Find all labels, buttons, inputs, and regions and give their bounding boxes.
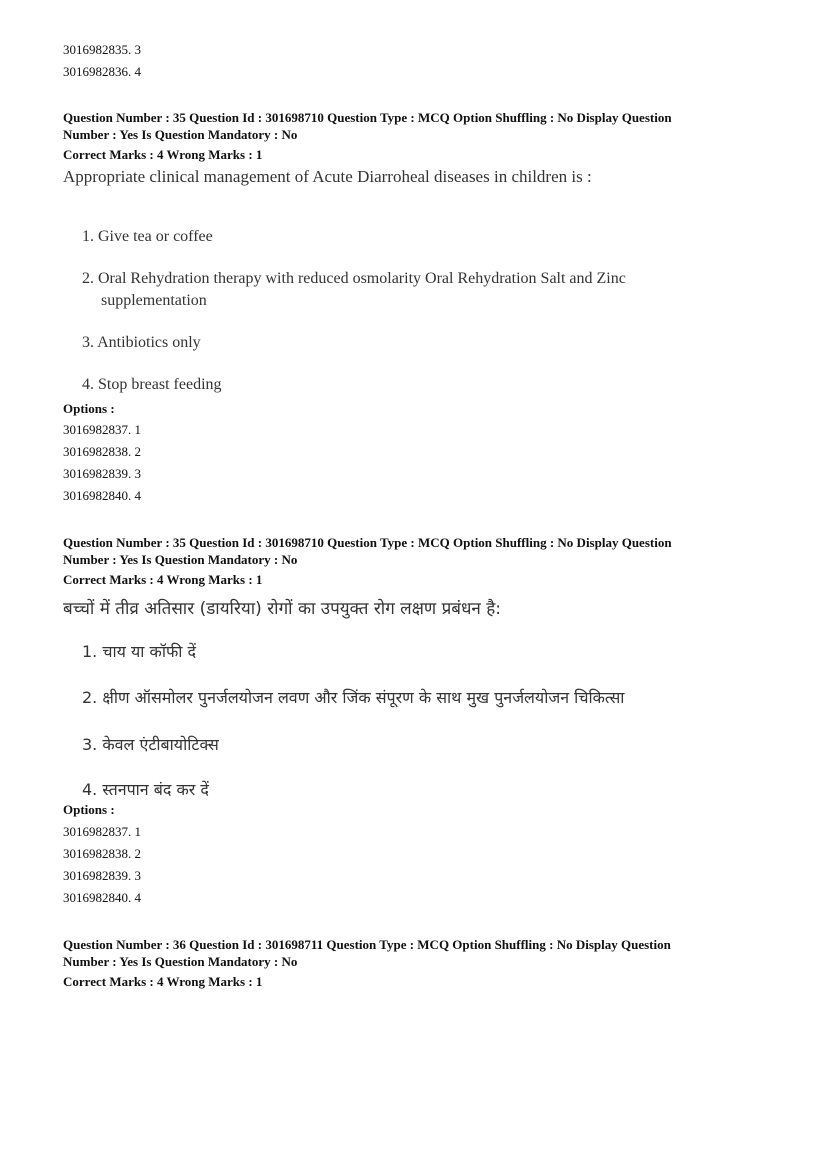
answer-choice-continuation: supplementation (101, 292, 207, 309)
question-header: Question Number : 35 Question Id : 301698710 Question Type : MCQ Option Shuffling : No Display Question (63, 535, 672, 550)
marks-line: Correct Marks : 4 Wrong Marks : 1 (63, 147, 263, 162)
question-header: Number : Yes Is Question Mandatory : No (63, 127, 298, 142)
option-id: 3016982835. 3 (63, 42, 141, 57)
answer-choice: 4. स्तनपान बंद कर दें (82, 780, 209, 799)
option-id: 3016982839. 3 (63, 466, 141, 481)
marks-line: Correct Marks : 4 Wrong Marks : 1 (63, 974, 263, 989)
answer-choice: 3. Antibiotics only (82, 334, 201, 351)
answer-choice: 3. केवल एंटीबायोटिक्स (82, 735, 219, 754)
answer-choice: 1. चाय या कॉफी दें (82, 642, 197, 661)
question-header: Question Number : 36 Question Id : 301698711 Question Type : MCQ Option Shuffling : No Display Question (63, 937, 671, 952)
marks-line: Correct Marks : 4 Wrong Marks : 1 (63, 572, 263, 587)
question-header: Number : Yes Is Question Mandatory : No (63, 552, 298, 567)
option-id: 3016982836. 4 (63, 64, 141, 79)
option-id: 3016982840. 4 (63, 890, 141, 905)
option-id: 3016982840. 4 (63, 488, 141, 503)
option-id: 3016982837. 1 (63, 824, 141, 839)
answer-choice: 4. Stop breast feeding (82, 376, 222, 393)
answer-choice: 2. क्षीण ऑसमोलर पुनर्जलयोजन लवण और जिंक संपूरण के साथ मुख पुनर्जलयोजन चिकित्सा (82, 688, 625, 707)
options-label: Options : (63, 802, 115, 817)
option-id: 3016982838. 2 (63, 846, 141, 861)
option-id: 3016982837. 1 (63, 422, 141, 437)
question-text: बच्चों में तीव्र अतिसार (डायरिया) रोगों का उपयुक्त रोग लक्षण प्रबंधन है: (63, 599, 502, 619)
question-header: Question Number : 35 Question Id : 301698710 Question Type : MCQ Option Shuffling : No Display Question (63, 110, 672, 125)
options-label: Options : (63, 401, 115, 416)
option-id: 3016982838. 2 (63, 444, 141, 459)
answer-choice: 1. Give tea or coffee (82, 228, 213, 245)
answer-choice: 2. Oral Rehydration therapy with reduced osmolarity Oral Rehydration Salt and Zinc (82, 270, 626, 287)
question-text: Appropriate clinical management of Acute Diarroheal diseases in children is : (63, 167, 592, 186)
option-id: 3016982839. 3 (63, 868, 141, 883)
question-header: Number : Yes Is Question Mandatory : No (63, 954, 298, 969)
